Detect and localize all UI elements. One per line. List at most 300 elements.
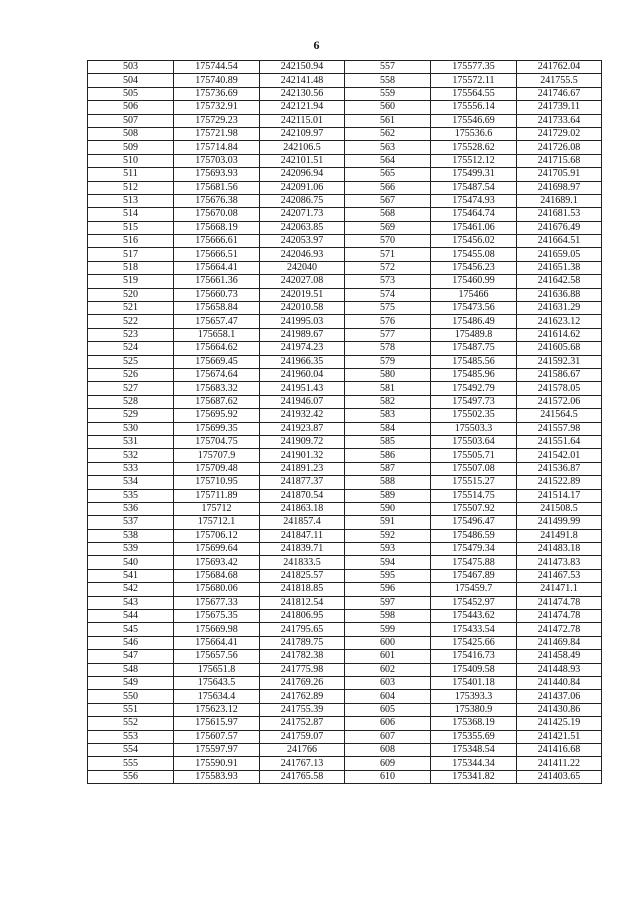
table-row — [88, 489, 602, 502]
point-number-cell: 556 — [88, 770, 174, 783]
x-coordinate-cell: 175712.1 — [174, 516, 260, 529]
x-coordinate-cell: 175714.84 — [174, 141, 260, 154]
table-row — [88, 663, 602, 676]
y-coordinate-cell: 241483.18 — [517, 543, 602, 556]
y-coordinate-cell: 241762.04 — [517, 61, 602, 74]
point-number-cell: 527 — [88, 382, 174, 395]
x-coordinate-cell: 175475.88 — [431, 556, 517, 569]
x-coordinate-cell: 175355.69 — [431, 730, 517, 743]
table-row — [88, 382, 602, 395]
x-coordinate-cell: 175433.54 — [431, 623, 517, 636]
y-coordinate-cell: 242091.06 — [260, 181, 345, 194]
y-coordinate-cell: 241951.43 — [260, 382, 345, 395]
y-coordinate-cell: 241870.54 — [260, 489, 345, 502]
point-number-cell: 573 — [345, 275, 431, 288]
point-number-cell: 585 — [345, 435, 431, 448]
table-row — [88, 596, 602, 609]
page-number: 6 — [313, 38, 320, 52]
x-coordinate-cell: 175455.08 — [431, 248, 517, 261]
point-number-cell: 517 — [88, 248, 174, 261]
x-coordinate-cell: 175675.35 — [174, 610, 260, 623]
table-row — [88, 168, 602, 181]
table-row — [88, 543, 602, 556]
point-number-cell: 525 — [88, 355, 174, 368]
point-number-cell: 562 — [345, 127, 431, 140]
y-coordinate-cell: 241946.07 — [260, 395, 345, 408]
x-coordinate-cell: 175452.97 — [431, 596, 517, 609]
point-number-cell: 555 — [88, 757, 174, 770]
y-coordinate-cell: 241818.85 — [260, 583, 345, 596]
x-coordinate-cell: 175486.49 — [431, 315, 517, 328]
x-coordinate-cell: 175380.9 — [431, 703, 517, 716]
y-coordinate-cell: 241403.65 — [517, 770, 602, 783]
y-coordinate-cell: 241960.04 — [260, 368, 345, 381]
point-number-cell: 606 — [345, 717, 431, 730]
x-coordinate-cell: 175505.71 — [431, 449, 517, 462]
table-row — [88, 261, 602, 274]
y-coordinate-cell: 241689.1 — [517, 194, 602, 207]
point-number-cell: 572 — [345, 261, 431, 274]
y-coordinate-cell: 241542.01 — [517, 449, 602, 462]
table-row — [88, 87, 602, 100]
y-coordinate-cell: 241755.39 — [260, 703, 345, 716]
point-number-cell: 542 — [88, 583, 174, 596]
y-coordinate-cell: 242019.51 — [260, 288, 345, 301]
x-coordinate-cell: 175456.02 — [431, 235, 517, 248]
y-coordinate-cell: 242121.94 — [260, 101, 345, 114]
table-row — [88, 235, 602, 248]
point-number-cell: 529 — [88, 409, 174, 422]
x-coordinate-cell: 175711.89 — [174, 489, 260, 502]
x-coordinate-cell: 175485.96 — [431, 368, 517, 381]
x-coordinate-cell: 175661.36 — [174, 275, 260, 288]
point-number-cell: 579 — [345, 355, 431, 368]
x-coordinate-cell: 175583.93 — [174, 770, 260, 783]
y-coordinate-cell: 242010.58 — [260, 302, 345, 315]
table-row — [88, 355, 602, 368]
y-coordinate-cell: 241491.8 — [517, 529, 602, 542]
y-coordinate-cell: 241974.23 — [260, 342, 345, 355]
y-coordinate-cell: 241782.38 — [260, 650, 345, 663]
x-coordinate-cell: 175487.75 — [431, 342, 517, 355]
x-coordinate-cell: 175344.34 — [431, 757, 517, 770]
point-number-cell: 512 — [88, 181, 174, 194]
y-coordinate-cell: 241989.67 — [260, 328, 345, 341]
table-row — [88, 516, 602, 529]
x-coordinate-cell: 175507.08 — [431, 462, 517, 475]
table-row — [88, 502, 602, 515]
point-number-cell: 578 — [345, 342, 431, 355]
x-coordinate-cell: 175467.89 — [431, 569, 517, 582]
point-number-cell: 608 — [345, 743, 431, 756]
x-coordinate-cell: 175536.6 — [431, 127, 517, 140]
x-coordinate-cell: 175651.8 — [174, 663, 260, 676]
y-coordinate-cell: 241705.91 — [517, 168, 602, 181]
y-coordinate-cell: 241472.78 — [517, 623, 602, 636]
y-coordinate-cell: 241765.58 — [260, 770, 345, 783]
point-number-cell: 580 — [345, 368, 431, 381]
point-number-cell: 513 — [88, 194, 174, 207]
y-coordinate-cell: 241726.08 — [517, 141, 602, 154]
point-number-cell: 504 — [88, 74, 174, 87]
point-number-cell: 546 — [88, 636, 174, 649]
x-coordinate-cell: 175732.91 — [174, 101, 260, 114]
x-coordinate-cell: 175460.99 — [431, 275, 517, 288]
x-coordinate-cell: 175666.61 — [174, 235, 260, 248]
y-coordinate-cell: 242115.01 — [260, 114, 345, 127]
point-number-cell: 609 — [345, 757, 431, 770]
x-coordinate-cell: 175744.54 — [174, 61, 260, 74]
point-number-cell: 603 — [345, 676, 431, 689]
table-row — [88, 703, 602, 716]
point-number-cell: 602 — [345, 663, 431, 676]
x-coordinate-cell: 175736.69 — [174, 87, 260, 100]
y-coordinate-cell: 241467.53 — [517, 569, 602, 582]
x-coordinate-cell: 175660.73 — [174, 288, 260, 301]
y-coordinate-cell: 241676.49 — [517, 221, 602, 234]
y-coordinate-cell: 241752.87 — [260, 717, 345, 730]
point-number-cell: 531 — [88, 435, 174, 448]
y-coordinate-cell: 241458.49 — [517, 650, 602, 663]
y-coordinate-cell: 241966.35 — [260, 355, 345, 368]
y-coordinate-cell: 241421.51 — [517, 730, 602, 743]
y-coordinate-cell: 241474.78 — [517, 596, 602, 609]
y-coordinate-cell: 241499.99 — [517, 516, 602, 529]
y-coordinate-cell: 242040 — [260, 261, 345, 274]
point-number-cell: 530 — [88, 422, 174, 435]
x-coordinate-cell: 175409.58 — [431, 663, 517, 676]
y-coordinate-cell: 242101.51 — [260, 154, 345, 167]
point-number-cell: 590 — [345, 502, 431, 515]
x-coordinate-cell: 175687.62 — [174, 395, 260, 408]
point-number-cell: 535 — [88, 489, 174, 502]
y-coordinate-cell: 241755.5 — [517, 74, 602, 87]
point-number-cell: 538 — [88, 529, 174, 542]
y-coordinate-cell: 241425.19 — [517, 717, 602, 730]
y-coordinate-cell: 241863.18 — [260, 502, 345, 515]
y-coordinate-cell: 241437.06 — [517, 690, 602, 703]
x-coordinate-cell: 175528.62 — [431, 141, 517, 154]
y-coordinate-cell: 241857.4 — [260, 516, 345, 529]
y-coordinate-cell: 241636.88 — [517, 288, 602, 301]
point-number-cell: 557 — [345, 61, 431, 74]
point-number-cell: 508 — [88, 127, 174, 140]
x-coordinate-cell: 175503.3 — [431, 422, 517, 435]
y-coordinate-cell: 242141.48 — [260, 74, 345, 87]
x-coordinate-cell: 175680.06 — [174, 583, 260, 596]
y-coordinate-cell: 241769.26 — [260, 676, 345, 689]
table-row — [88, 101, 602, 114]
y-coordinate-cell: 241698.97 — [517, 181, 602, 194]
y-coordinate-cell: 241469.84 — [517, 636, 602, 649]
point-number-cell: 595 — [345, 569, 431, 582]
x-coordinate-cell: 175677.33 — [174, 596, 260, 609]
y-coordinate-cell: 241551.64 — [517, 435, 602, 448]
point-number-cell: 524 — [88, 342, 174, 355]
table-row — [88, 717, 602, 730]
x-coordinate-cell: 175683.32 — [174, 382, 260, 395]
table-row — [88, 141, 602, 154]
point-number-cell: 565 — [345, 168, 431, 181]
x-coordinate-cell: 175461.06 — [431, 221, 517, 234]
table-row — [88, 623, 602, 636]
x-coordinate-cell: 175497.73 — [431, 395, 517, 408]
x-coordinate-cell: 175416.73 — [431, 650, 517, 663]
y-coordinate-cell: 241592.31 — [517, 355, 602, 368]
point-number-cell: 607 — [345, 730, 431, 743]
table-row — [88, 154, 602, 167]
x-coordinate-cell: 175590.91 — [174, 757, 260, 770]
point-number-cell: 547 — [88, 650, 174, 663]
y-coordinate-cell: 241775.98 — [260, 663, 345, 676]
y-coordinate-cell: 241681.53 — [517, 208, 602, 221]
point-number-cell: 591 — [345, 516, 431, 529]
point-number-cell: 567 — [345, 194, 431, 207]
x-coordinate-cell: 175512.12 — [431, 154, 517, 167]
table-row — [88, 435, 602, 448]
point-number-cell: 559 — [345, 87, 431, 100]
x-coordinate-cell: 175676.38 — [174, 194, 260, 207]
y-coordinate-cell: 242053.97 — [260, 235, 345, 248]
x-coordinate-cell: 175503.64 — [431, 435, 517, 448]
point-number-cell: 566 — [345, 181, 431, 194]
y-coordinate-cell: 241729.02 — [517, 127, 602, 140]
x-coordinate-cell: 175464.74 — [431, 208, 517, 221]
point-number-cell: 586 — [345, 449, 431, 462]
y-coordinate-cell: 241471.1 — [517, 583, 602, 596]
y-coordinate-cell: 241430.86 — [517, 703, 602, 716]
x-coordinate-cell: 175485.56 — [431, 355, 517, 368]
x-coordinate-cell: 175466 — [431, 288, 517, 301]
point-number-cell: 507 — [88, 114, 174, 127]
y-coordinate-cell: 241746.67 — [517, 87, 602, 100]
point-number-cell: 550 — [88, 690, 174, 703]
x-coordinate-cell: 175368.19 — [431, 717, 517, 730]
point-number-cell: 514 — [88, 208, 174, 221]
table-row — [88, 529, 602, 542]
x-coordinate-cell: 175664.41 — [174, 636, 260, 649]
table-row — [88, 676, 602, 689]
point-number-cell: 503 — [88, 61, 174, 74]
point-number-cell: 541 — [88, 569, 174, 582]
point-number-cell: 509 — [88, 141, 174, 154]
x-coordinate-cell: 175684.68 — [174, 569, 260, 582]
x-coordinate-cell: 175699.35 — [174, 422, 260, 435]
point-number-cell: 553 — [88, 730, 174, 743]
x-coordinate-cell: 175666.51 — [174, 248, 260, 261]
point-number-cell: 510 — [88, 154, 174, 167]
x-coordinate-cell: 175348.54 — [431, 743, 517, 756]
table-row — [88, 248, 602, 261]
point-number-cell: 568 — [345, 208, 431, 221]
coordinates-table — [87, 60, 602, 784]
y-coordinate-cell: 241522.89 — [517, 476, 602, 489]
x-coordinate-cell: 175710.95 — [174, 476, 260, 489]
table-row — [88, 556, 602, 569]
y-coordinate-cell: 241642.58 — [517, 275, 602, 288]
point-number-cell: 515 — [88, 221, 174, 234]
table-row — [88, 127, 602, 140]
x-coordinate-cell: 175657.47 — [174, 315, 260, 328]
point-number-cell: 523 — [88, 328, 174, 341]
table-row — [88, 730, 602, 743]
y-coordinate-cell: 241651.38 — [517, 261, 602, 274]
point-number-cell: 593 — [345, 543, 431, 556]
point-number-cell: 522 — [88, 315, 174, 328]
point-number-cell: 576 — [345, 315, 431, 328]
y-coordinate-cell: 241557.98 — [517, 422, 602, 435]
table-row — [88, 208, 602, 221]
point-number-cell: 596 — [345, 583, 431, 596]
y-coordinate-cell: 241795.65 — [260, 623, 345, 636]
table-row — [88, 610, 602, 623]
x-coordinate-cell: 175674.64 — [174, 368, 260, 381]
x-coordinate-cell: 175699.64 — [174, 543, 260, 556]
x-coordinate-cell: 175709.48 — [174, 462, 260, 475]
y-coordinate-cell: 242046.93 — [260, 248, 345, 261]
x-coordinate-cell: 175459.7 — [431, 583, 517, 596]
y-coordinate-cell: 242063.85 — [260, 221, 345, 234]
point-number-cell: 511 — [88, 168, 174, 181]
x-coordinate-cell: 175669.98 — [174, 623, 260, 636]
point-number-cell: 581 — [345, 382, 431, 395]
x-coordinate-cell: 175597.97 — [174, 743, 260, 756]
table-row — [88, 583, 602, 596]
point-number-cell: 544 — [88, 610, 174, 623]
x-coordinate-cell: 175486.59 — [431, 529, 517, 542]
y-coordinate-cell: 241812.54 — [260, 596, 345, 609]
y-coordinate-cell: 241614.62 — [517, 328, 602, 341]
table-row — [88, 743, 602, 756]
y-coordinate-cell: 241891.23 — [260, 462, 345, 475]
x-coordinate-cell: 175577.35 — [431, 61, 517, 74]
table-row — [88, 342, 602, 355]
x-coordinate-cell: 175456.23 — [431, 261, 517, 274]
point-number-cell: 528 — [88, 395, 174, 408]
table-row — [88, 569, 602, 582]
point-number-cell: 588 — [345, 476, 431, 489]
point-number-cell: 532 — [88, 449, 174, 462]
point-number-cell: 518 — [88, 261, 174, 274]
table-row — [88, 288, 602, 301]
table-row — [88, 395, 602, 408]
point-number-cell: 520 — [88, 288, 174, 301]
table-row — [88, 770, 602, 783]
point-number-cell: 551 — [88, 703, 174, 716]
y-coordinate-cell: 241789.75 — [260, 636, 345, 649]
x-coordinate-cell: 175712 — [174, 502, 260, 515]
x-coordinate-cell: 175658.1 — [174, 328, 260, 341]
point-number-cell: 577 — [345, 328, 431, 341]
point-number-cell: 554 — [88, 743, 174, 756]
point-number-cell: 545 — [88, 623, 174, 636]
y-coordinate-cell: 242096.94 — [260, 168, 345, 181]
point-number-cell: 516 — [88, 235, 174, 248]
table-row — [88, 74, 602, 87]
x-coordinate-cell: 175443.62 — [431, 610, 517, 623]
point-number-cell: 552 — [88, 717, 174, 730]
point-number-cell: 537 — [88, 516, 174, 529]
y-coordinate-cell: 241605.68 — [517, 342, 602, 355]
point-number-cell: 543 — [88, 596, 174, 609]
point-number-cell: 549 — [88, 676, 174, 689]
x-coordinate-cell: 175572.11 — [431, 74, 517, 87]
x-coordinate-cell: 175721.98 — [174, 127, 260, 140]
y-coordinate-cell: 241448.93 — [517, 663, 602, 676]
x-coordinate-cell: 175695.92 — [174, 409, 260, 422]
x-coordinate-cell: 175668.19 — [174, 221, 260, 234]
table-row — [88, 449, 602, 462]
y-coordinate-cell: 241759.07 — [260, 730, 345, 743]
y-coordinate-cell: 241536.87 — [517, 462, 602, 475]
y-coordinate-cell: 241833.5 — [260, 556, 345, 569]
point-number-cell: 563 — [345, 141, 431, 154]
y-coordinate-cell: 241909.72 — [260, 435, 345, 448]
table-row — [88, 690, 602, 703]
point-number-cell: 604 — [345, 690, 431, 703]
y-coordinate-cell: 242106.5 — [260, 141, 345, 154]
table-row — [88, 194, 602, 207]
table-row — [88, 636, 602, 649]
x-coordinate-cell: 175607.57 — [174, 730, 260, 743]
table-row — [88, 181, 602, 194]
y-coordinate-cell: 241767.13 — [260, 757, 345, 770]
y-coordinate-cell: 241733.64 — [517, 114, 602, 127]
table-row — [88, 328, 602, 341]
y-coordinate-cell: 241901.32 — [260, 449, 345, 462]
point-number-cell: 605 — [345, 703, 431, 716]
y-coordinate-cell: 241839.71 — [260, 543, 345, 556]
y-coordinate-cell: 241508.5 — [517, 502, 602, 515]
point-number-cell: 540 — [88, 556, 174, 569]
y-coordinate-cell: 242150.94 — [260, 61, 345, 74]
x-coordinate-cell: 175507.92 — [431, 502, 517, 515]
table-row — [88, 409, 602, 422]
y-coordinate-cell: 241659.05 — [517, 248, 602, 261]
x-coordinate-cell: 175704.75 — [174, 435, 260, 448]
y-coordinate-cell: 241739.11 — [517, 101, 602, 114]
point-number-cell: 526 — [88, 368, 174, 381]
x-coordinate-cell: 175487.54 — [431, 181, 517, 194]
point-number-cell: 536 — [88, 502, 174, 515]
table-row — [88, 368, 602, 381]
point-number-cell: 561 — [345, 114, 431, 127]
y-coordinate-cell: 242027.08 — [260, 275, 345, 288]
x-coordinate-cell: 175634.4 — [174, 690, 260, 703]
y-coordinate-cell: 242071.73 — [260, 208, 345, 221]
y-coordinate-cell: 242109.97 — [260, 127, 345, 140]
x-coordinate-cell: 175703.03 — [174, 154, 260, 167]
x-coordinate-cell: 175623.12 — [174, 703, 260, 716]
point-number-cell: 519 — [88, 275, 174, 288]
point-number-cell: 583 — [345, 409, 431, 422]
point-number-cell: 570 — [345, 235, 431, 248]
y-coordinate-cell: 241762.89 — [260, 690, 345, 703]
x-coordinate-cell: 175658.84 — [174, 302, 260, 315]
x-coordinate-cell: 175499.31 — [431, 168, 517, 181]
point-number-cell: 597 — [345, 596, 431, 609]
point-number-cell: 592 — [345, 529, 431, 542]
x-coordinate-cell: 175729.23 — [174, 114, 260, 127]
point-number-cell: 599 — [345, 623, 431, 636]
x-coordinate-cell: 175693.42 — [174, 556, 260, 569]
y-coordinate-cell: 241572.06 — [517, 395, 602, 408]
table-row — [88, 114, 602, 127]
table-row — [88, 650, 602, 663]
y-coordinate-cell: 242130.56 — [260, 87, 345, 100]
point-number-cell: 584 — [345, 422, 431, 435]
y-coordinate-cell: 241766 — [260, 743, 345, 756]
